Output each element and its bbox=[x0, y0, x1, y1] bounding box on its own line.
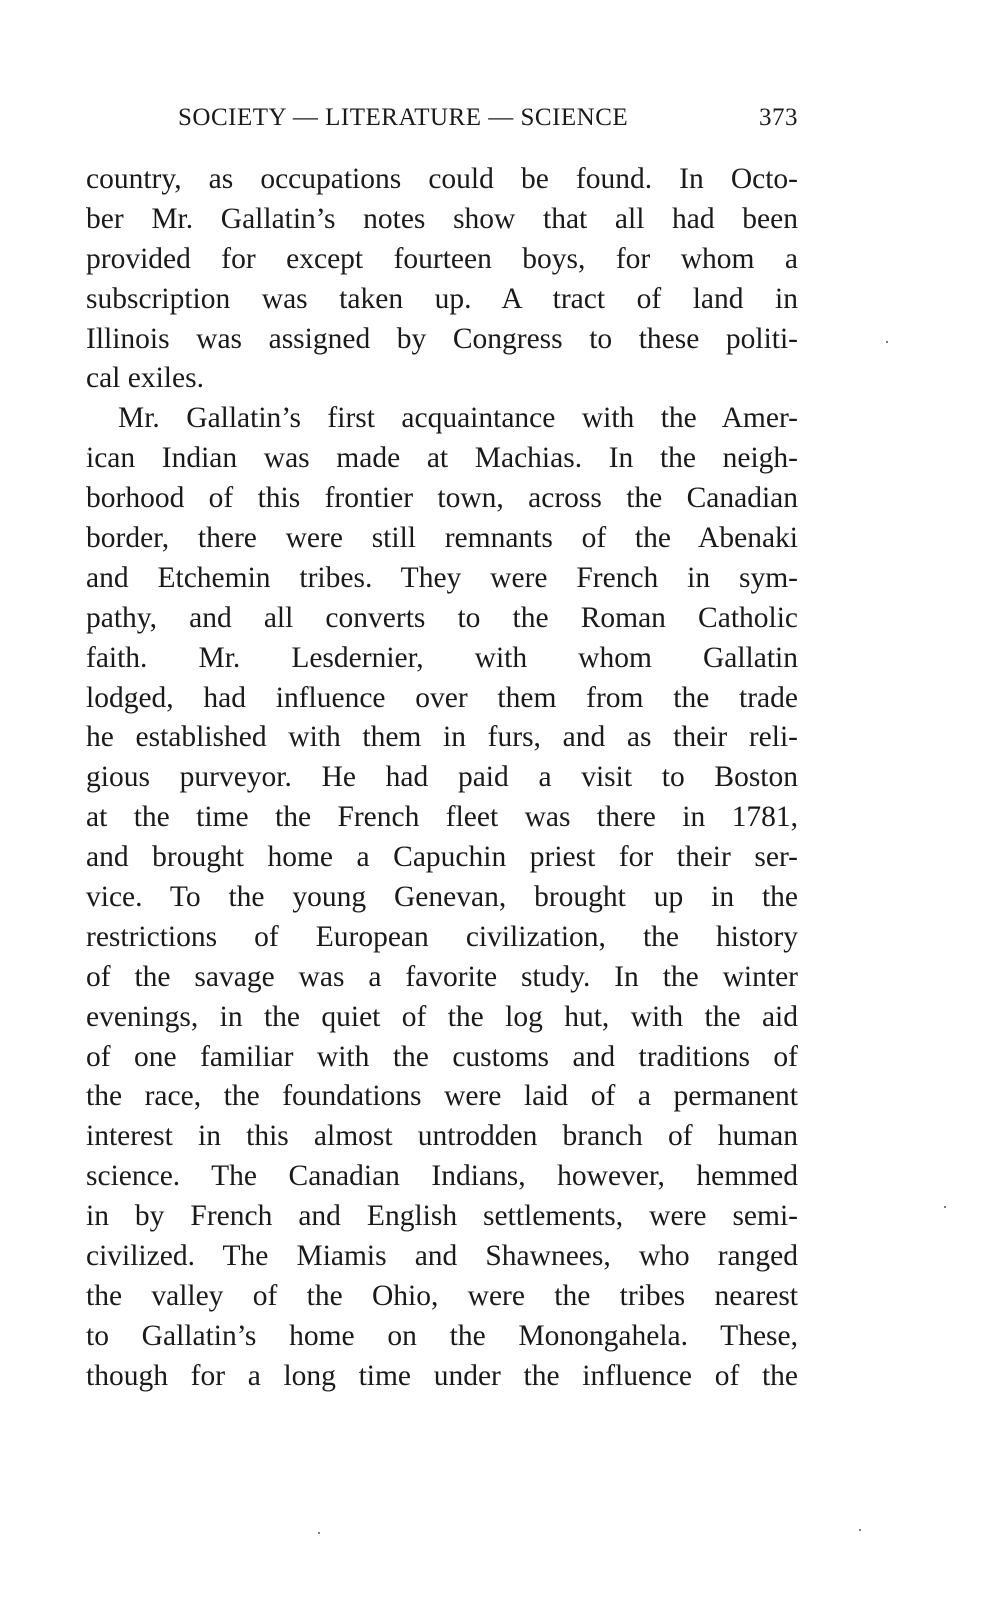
text-line: Illinois was assigned by Congress to these politi- bbox=[86, 322, 798, 355]
text-line: subscription was taken up. A tract of land in bbox=[86, 282, 798, 315]
text-line: border, there were still remnants of the Abenaki bbox=[86, 522, 798, 555]
text-line: vice. To the young Genevan, brought up in the bbox=[86, 881, 798, 914]
text-line: provided for except fourteen boys, for whom a bbox=[86, 242, 798, 275]
text-line: the valley of the Ohio, were the tribes nearest bbox=[86, 1279, 798, 1312]
text-line: faith. Mr. Lesdernier, with whom Gallatin bbox=[86, 641, 798, 674]
text-line: lodged, had influence over them from the trade bbox=[86, 681, 798, 714]
paper-speck bbox=[886, 341, 888, 343]
text-line: pathy, and all converts to the Roman Catholic bbox=[86, 601, 798, 634]
text-line: in by French and English settlements, were semi- bbox=[86, 1200, 798, 1233]
text-line: of the savage was a favorite study. In the winter bbox=[86, 960, 798, 993]
text-line: at the time the French fleet was there in 1781, bbox=[86, 801, 798, 834]
paper-speck bbox=[859, 1529, 861, 1531]
text-line: he established with them in furs, and as their reli- bbox=[86, 721, 798, 754]
text-line: borhood of this frontier town, across the Canadian bbox=[86, 482, 798, 515]
text-line: civilized. The Miamis and Shawnees, who ranged bbox=[86, 1240, 798, 1273]
text-line: and Etchemin tribes. They were French in sym- bbox=[86, 561, 798, 594]
running-title: SOCIETY — LITERATURE — SCIENCE bbox=[178, 104, 629, 131]
running-head bbox=[86, 104, 798, 144]
paragraph-start-line: Mr. Gallatin’s first acquaintance with the Amer- bbox=[118, 402, 798, 435]
text-line: to Gallatin’s home on the Monongahela. These, bbox=[86, 1319, 798, 1352]
text-line: evenings, in the quiet of the log hut, with the aid bbox=[86, 1000, 798, 1033]
text-line: country, as occupations could be found. In Octo- bbox=[86, 163, 798, 195]
text-line: and brought home a Capuchin priest for their ser- bbox=[86, 841, 798, 874]
text-line: restrictions of European civilization, the history bbox=[86, 920, 798, 953]
text-line: ber Mr. Gallatin’s notes show that all had been bbox=[86, 202, 798, 235]
text-line: cal exiles. bbox=[86, 362, 204, 395]
text-line: of one familiar with the customs and traditions of bbox=[86, 1040, 798, 1073]
text-line: science. The Canadian Indians, however, hemmed bbox=[86, 1160, 798, 1193]
paper-speck bbox=[318, 1532, 320, 1534]
text-line: ican Indian was made at Machias. In the neigh- bbox=[86, 442, 798, 475]
text-line: the race, the foundations were laid of a permanent bbox=[86, 1080, 798, 1113]
page-number: 373 bbox=[759, 104, 798, 131]
body-text bbox=[86, 160, 798, 1397]
text-line: though for a long time under the influence of the bbox=[86, 1359, 798, 1392]
paper-speck bbox=[944, 1206, 946, 1208]
text-line: gious purveyor. He had paid a visit to Boston bbox=[86, 761, 798, 794]
text-line: interest in this almost untrodden branch of human bbox=[86, 1120, 798, 1153]
